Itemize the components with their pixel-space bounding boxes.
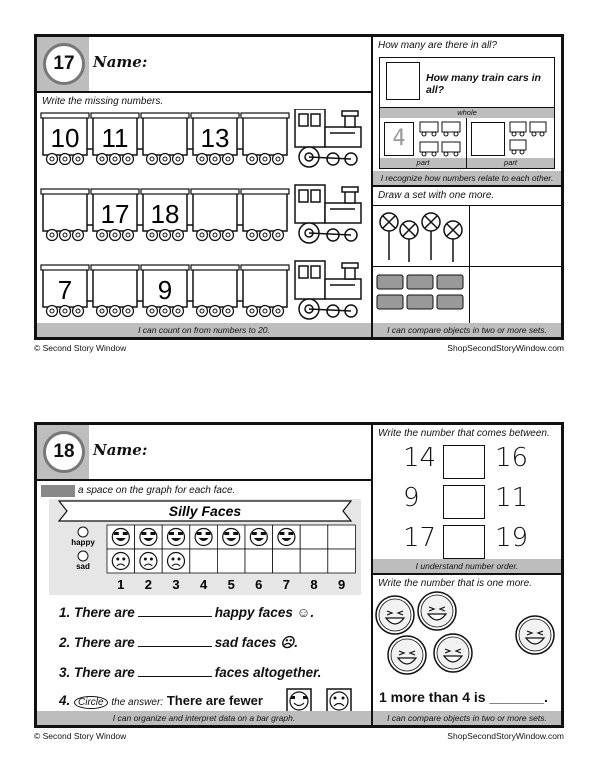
train-cars-icon xyxy=(418,120,464,160)
website-17[interactable]: ShopSecondStoryWindow.com xyxy=(447,343,564,353)
sheet-number: 18 xyxy=(43,431,85,473)
worksheet-18 xyxy=(34,422,564,728)
graph-cell[interactable] xyxy=(245,549,273,573)
question-3: 3. There are faces altogether. xyxy=(59,665,322,680)
car-number: 18 xyxy=(150,199,180,229)
footer-18-between: I understand number order. xyxy=(373,559,561,573)
happy-face-mark xyxy=(278,529,295,546)
missing-numbers-panel xyxy=(37,37,373,337)
train-car[interactable] xyxy=(93,269,137,307)
between-answer-box[interactable] xyxy=(443,525,485,559)
engine-icon xyxy=(295,109,361,167)
part-value: 4 xyxy=(392,126,406,151)
smiley-faces-icon xyxy=(373,591,563,691)
happy-face-mark xyxy=(168,529,185,546)
part-left-box xyxy=(384,122,414,156)
answer-blank-1[interactable] xyxy=(138,616,212,617)
part-whole-model xyxy=(379,57,555,169)
smiley-face xyxy=(418,592,456,630)
engine-icon xyxy=(295,185,361,243)
axis-tick-label: 9 xyxy=(337,577,346,592)
train-car[interactable] xyxy=(193,193,237,231)
after-number: 11 xyxy=(495,483,529,513)
name-label: Name: xyxy=(93,441,148,459)
footer-18-one-more: I can compare objects in two or more sets. xyxy=(373,711,561,725)
header-18 xyxy=(37,425,371,481)
part-label-left: part xyxy=(380,158,466,168)
train-car[interactable] xyxy=(193,269,237,307)
one-more-instruction: Draw a set with one more. xyxy=(378,190,495,201)
copyright-18: © Second Story Window xyxy=(34,731,127,741)
car-number: 17 xyxy=(100,199,130,229)
train-car[interactable] xyxy=(243,117,287,155)
graph-cell[interactable] xyxy=(190,549,218,573)
color-swatch xyxy=(41,485,75,497)
axis-tick-label: 2 xyxy=(144,577,153,592)
happy-face-mark xyxy=(250,529,267,546)
answer-blank-2[interactable] xyxy=(138,646,212,647)
silly-faces-graph xyxy=(37,499,373,599)
footer-17-one-more: I can compare objects in two or more sets. xyxy=(373,323,561,337)
sad-face-mark xyxy=(112,553,129,570)
between-instruction: Write the number that comes between. xyxy=(378,428,550,439)
gray-boxcars-icon xyxy=(373,267,469,323)
car-number: 11 xyxy=(101,123,129,153)
question-4: 4. Circle the answer: There are fewer xyxy=(59,693,263,708)
graph-instruction: a space on the graph for each face. xyxy=(78,485,236,496)
between-panel xyxy=(373,425,561,575)
question-1: 1. There are happy faces ☺. xyxy=(59,605,315,620)
axis-tick-label: 6 xyxy=(255,577,263,592)
one-more-number-panel xyxy=(373,575,561,725)
between-answer-box[interactable] xyxy=(443,485,485,519)
sad-face-mark xyxy=(168,553,185,570)
copyright-17: © Second Story Window xyxy=(34,343,127,353)
footer-17-in-all: I recognize how numbers relate to each other. xyxy=(373,171,561,185)
smiley-face xyxy=(376,596,414,634)
smiley-face xyxy=(516,616,554,654)
footer-17-left: I can count on from numbers to 20. xyxy=(37,323,371,337)
in-all-instruction: How many are there in all? xyxy=(378,40,497,51)
whole-label: whole xyxy=(380,108,554,118)
right-panels-18 xyxy=(373,425,561,725)
train-row xyxy=(41,261,361,319)
happy-face-icon: ☺ xyxy=(296,605,311,620)
row-label: happy xyxy=(71,538,95,547)
after-number: 19 xyxy=(495,523,529,553)
header-17 xyxy=(37,37,371,93)
happy-face-mark xyxy=(112,529,129,546)
part-right xyxy=(467,118,554,168)
axis-tick-label: 7 xyxy=(282,577,291,592)
axis-tick-label: 3 xyxy=(172,577,180,592)
axis-tick-label: 4 xyxy=(199,577,208,592)
between-answer-box[interactable] xyxy=(443,445,485,479)
car-row xyxy=(373,267,561,325)
footer-18-left: I can organize and interpret data on a bar graph. xyxy=(37,711,371,725)
train-row xyxy=(41,185,361,243)
happy-face-mark xyxy=(195,529,212,546)
train-rows xyxy=(37,109,373,339)
sheet-number: 17 xyxy=(43,43,85,85)
worksheet-17 xyxy=(34,34,564,340)
graph-cell[interactable] xyxy=(273,549,301,573)
right-panels-17 xyxy=(373,37,561,337)
happy-face-mark xyxy=(140,529,157,546)
train-cars-icon-2 xyxy=(509,120,549,160)
part-right-box[interactable] xyxy=(471,122,505,156)
train-question: How many train cars in all? xyxy=(426,72,541,96)
car-number: 9 xyxy=(157,275,173,305)
axis-tick-label: 5 xyxy=(227,577,235,592)
graph-cell[interactable] xyxy=(217,549,245,573)
train-car[interactable] xyxy=(143,117,187,155)
answer-blank-3[interactable] xyxy=(138,676,212,677)
before-number: 17 xyxy=(403,523,437,553)
one-more-number-instruction: Write the number that is one more. xyxy=(378,578,532,589)
part-label-right: part xyxy=(467,158,554,168)
one-more-panel xyxy=(373,187,561,337)
smiley-face xyxy=(388,636,426,674)
part-left xyxy=(380,118,467,168)
happy-face-mark xyxy=(223,529,240,546)
graph-title: Silly Faces xyxy=(168,503,242,519)
graph-cell[interactable] xyxy=(300,549,328,573)
graph-panel xyxy=(37,425,373,725)
whole-row xyxy=(380,58,554,108)
whole-answer-box[interactable] xyxy=(386,62,420,100)
train-car[interactable] xyxy=(43,193,87,231)
graph-cell[interactable] xyxy=(300,525,328,549)
sad-face-icon: ☹ xyxy=(280,635,295,650)
before-number: 14 xyxy=(403,443,437,473)
smiley-face xyxy=(434,634,472,672)
train-car[interactable] xyxy=(243,269,287,307)
missing-numbers-instruction: Write the missing numbers. xyxy=(42,96,164,107)
question-2: 2. There are sad faces ☹. xyxy=(59,635,298,650)
before-number: 9 xyxy=(403,483,420,513)
one-more-statement: 1 more than 4 is _______. xyxy=(379,689,548,705)
railroad-crossing-signs-icon xyxy=(373,206,469,266)
row-label: sad xyxy=(76,562,90,571)
sad-face-mark xyxy=(140,553,157,570)
in-all-panel xyxy=(373,37,561,187)
train-car[interactable] xyxy=(243,193,287,231)
engine-icon xyxy=(295,261,361,319)
graph-cell[interactable] xyxy=(328,549,356,573)
car-number: 10 xyxy=(50,123,80,153)
axis-tick-label: 1 xyxy=(117,577,125,592)
after-number: 16 xyxy=(495,443,529,473)
crossing-row xyxy=(373,205,561,267)
car-number: 13 xyxy=(200,123,230,153)
axis-tick-label: 8 xyxy=(310,577,318,592)
website-18[interactable]: ShopSecondStoryWindow.com xyxy=(447,731,564,741)
train-row xyxy=(41,109,361,167)
car-number: 7 xyxy=(57,275,73,305)
name-label: Name: xyxy=(93,53,148,71)
graph-cell[interactable] xyxy=(328,525,356,549)
